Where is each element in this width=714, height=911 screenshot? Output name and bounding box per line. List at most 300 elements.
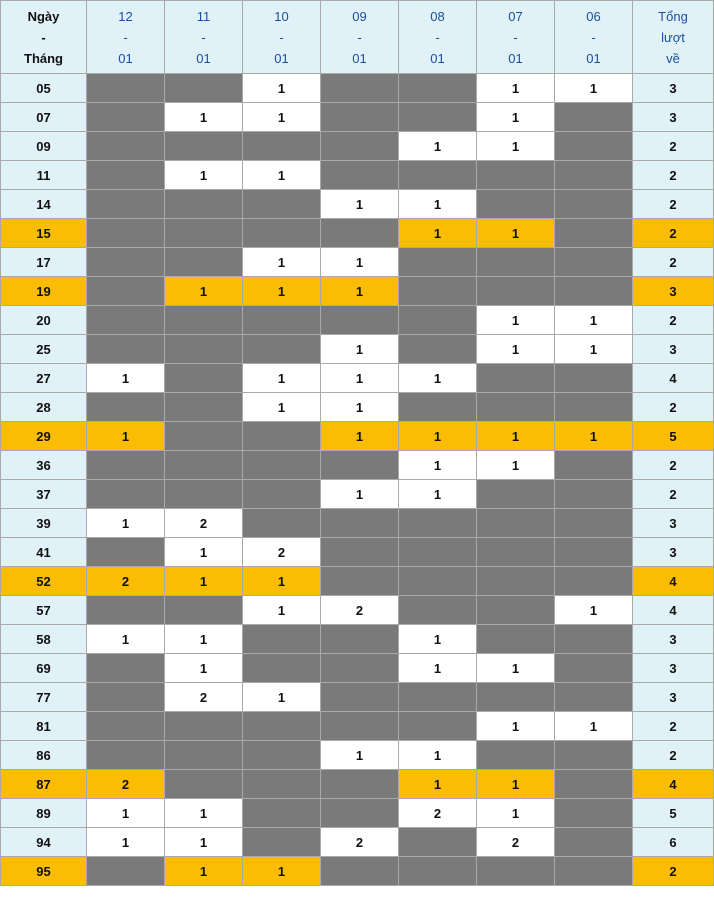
row-number: 29 [1,422,87,451]
count-cell: 1 [165,277,243,306]
empty-cell [555,393,633,422]
table-row [1,364,714,393]
empty-cell [87,683,165,712]
empty-cell [165,480,243,509]
count-cell: 1 [87,422,165,451]
header-day-label: Ngày [27,8,60,24]
date-day: 08 [430,8,445,24]
count-cell: 1 [555,596,633,625]
table-row [1,277,714,306]
count-cell: 1 [477,799,555,828]
table-row [1,712,714,741]
empty-cell [321,538,399,567]
empty-cell [243,422,321,451]
count-cell: 2 [399,799,477,828]
empty-cell [399,103,477,132]
date-day: 07 [508,8,523,24]
header-date-3 [243,1,321,74]
count-cell: 2 [87,567,165,596]
empty-cell [87,132,165,161]
empty-cell [477,567,555,596]
date-month: 01 [352,50,367,66]
count-cell: 1 [477,74,555,103]
empty-cell [399,596,477,625]
total-label-2: lượt [661,29,685,45]
date-month: 01 [196,50,211,66]
empty-cell [555,538,633,567]
count-cell: 1 [477,451,555,480]
count-cell: 1 [477,132,555,161]
count-cell: 1 [477,712,555,741]
date-month: 01 [508,50,523,66]
count-cell: 1 [321,190,399,219]
row-number: 77 [1,683,87,712]
header-date-4 [321,1,399,74]
count-cell: 1 [399,219,477,248]
empty-cell [477,277,555,306]
empty-cell [243,219,321,248]
empty-cell [321,857,399,886]
table-row [1,422,714,451]
row-number: 17 [1,248,87,277]
empty-cell [477,596,555,625]
row-total: 3 [633,103,714,132]
empty-cell [165,596,243,625]
row-number: 95 [1,857,87,886]
count-cell: 1 [555,712,633,741]
count-cell: 1 [165,161,243,190]
empty-cell [165,190,243,219]
table-row [1,103,714,132]
empty-cell [555,509,633,538]
count-cell: 1 [165,567,243,596]
row-total: 4 [633,596,714,625]
empty-cell [87,219,165,248]
empty-cell [477,161,555,190]
row-total: 3 [633,625,714,654]
date-day: 11 [196,8,211,24]
total-label-3: về [666,50,680,66]
empty-cell [399,306,477,335]
row-total: 5 [633,422,714,451]
count-cell: 1 [243,364,321,393]
count-cell: 1 [399,132,477,161]
empty-cell [555,161,633,190]
count-cell: 2 [165,683,243,712]
row-total: 4 [633,364,714,393]
empty-cell [243,741,321,770]
row-number: 36 [1,451,87,480]
row-number: 94 [1,828,87,857]
count-cell: 1 [321,741,399,770]
empty-cell [165,306,243,335]
count-cell: 1 [243,567,321,596]
row-number: 81 [1,712,87,741]
empty-cell [87,538,165,567]
date-sep: - [201,29,206,45]
empty-cell [477,509,555,538]
count-cell: 1 [321,422,399,451]
count-cell: 1 [87,799,165,828]
empty-cell [87,190,165,219]
empty-cell [321,799,399,828]
empty-cell [555,683,633,712]
row-total: 2 [633,741,714,770]
count-cell: 2 [243,538,321,567]
table-row [1,683,714,712]
empty-cell [87,596,165,625]
empty-cell [477,190,555,219]
empty-cell [87,248,165,277]
empty-cell [321,625,399,654]
empty-cell [321,451,399,480]
table-row [1,451,714,480]
table-row [1,828,714,857]
empty-cell [243,480,321,509]
date-sep: - [357,29,362,45]
date-day: 06 [586,8,601,24]
date-month: 01 [118,50,133,66]
empty-cell [555,277,633,306]
row-total: 5 [633,799,714,828]
count-cell: 2 [321,828,399,857]
empty-cell [399,393,477,422]
table-row [1,654,714,683]
table-row [1,480,714,509]
empty-cell [87,161,165,190]
table-row [1,393,714,422]
row-total: 2 [633,219,714,248]
empty-cell [321,567,399,596]
count-cell: 1 [165,857,243,886]
table-row [1,596,714,625]
date-day: 09 [352,8,367,24]
count-cell: 1 [399,480,477,509]
count-cell: 2 [477,828,555,857]
empty-cell [321,509,399,538]
count-cell: 1 [243,277,321,306]
count-cell: 1 [243,161,321,190]
row-total: 3 [633,74,714,103]
table-row [1,74,714,103]
empty-cell [555,132,633,161]
empty-cell [243,335,321,364]
empty-cell [321,712,399,741]
empty-cell [555,799,633,828]
count-cell: 1 [477,654,555,683]
empty-cell [165,132,243,161]
row-total: 3 [633,335,714,364]
empty-cell [399,74,477,103]
count-cell: 1 [165,538,243,567]
header-total [633,1,714,74]
count-cell: 1 [321,393,399,422]
row-number: 41 [1,538,87,567]
empty-cell [321,161,399,190]
empty-cell [555,248,633,277]
row-number: 52 [1,567,87,596]
empty-cell [555,219,633,248]
count-cell: 1 [321,335,399,364]
empty-cell [321,219,399,248]
count-cell: 1 [399,654,477,683]
count-cell: 1 [165,828,243,857]
row-number: 07 [1,103,87,132]
empty-cell [399,335,477,364]
count-cell: 1 [399,364,477,393]
count-cell: 1 [165,654,243,683]
empty-cell [243,306,321,335]
empty-cell [321,132,399,161]
count-cell: 1 [243,393,321,422]
table-row [1,741,714,770]
empty-cell [87,451,165,480]
empty-cell [243,828,321,857]
count-cell: 1 [243,857,321,886]
empty-cell [477,248,555,277]
table-row [1,799,714,828]
row-number: 27 [1,364,87,393]
row-total: 2 [633,161,714,190]
empty-cell [477,538,555,567]
empty-cell [243,451,321,480]
table-row [1,219,714,248]
header-date-6 [477,1,555,74]
count-cell: 1 [243,74,321,103]
empty-cell [321,770,399,799]
empty-cell [555,857,633,886]
empty-cell [399,857,477,886]
date-sep: - [279,29,284,45]
empty-cell [399,567,477,596]
empty-cell [321,654,399,683]
empty-cell [243,770,321,799]
table-body [1,74,714,886]
empty-cell [165,712,243,741]
count-cell: 1 [555,306,633,335]
empty-cell [555,451,633,480]
count-cell: 1 [399,190,477,219]
count-cell: 1 [165,103,243,132]
empty-cell [87,480,165,509]
empty-cell [477,625,555,654]
count-cell: 1 [555,422,633,451]
empty-cell [165,248,243,277]
table-row [1,248,714,277]
count-cell: 1 [399,422,477,451]
empty-cell [87,103,165,132]
row-number: 09 [1,132,87,161]
empty-cell [321,103,399,132]
date-month: 01 [274,50,289,66]
row-number: 39 [1,509,87,538]
header-row [1,1,714,74]
empty-cell [555,770,633,799]
empty-cell [165,364,243,393]
empty-cell [555,190,633,219]
table-row [1,161,714,190]
row-number: 20 [1,306,87,335]
count-cell: 1 [87,828,165,857]
row-number: 69 [1,654,87,683]
count-cell: 1 [399,625,477,654]
empty-cell [555,654,633,683]
count-cell: 1 [477,335,555,364]
count-cell: 1 [87,625,165,654]
empty-cell [165,393,243,422]
empty-cell [243,190,321,219]
table-row [1,132,714,161]
table-row [1,567,714,596]
empty-cell [399,277,477,306]
empty-cell [477,857,555,886]
empty-cell [399,509,477,538]
empty-cell [165,451,243,480]
empty-cell [243,625,321,654]
row-total: 2 [633,248,714,277]
empty-cell [555,828,633,857]
header-date-7 [555,1,633,74]
date-month: 01 [430,50,445,66]
date-month: 01 [586,50,601,66]
empty-cell [555,567,633,596]
header-date-5 [399,1,477,74]
header-date-1 [87,1,165,74]
table-row [1,770,714,799]
count-cell: 1 [321,277,399,306]
table-row [1,509,714,538]
date-sep: - [591,29,596,45]
row-total: 3 [633,277,714,306]
count-cell: 1 [243,103,321,132]
count-cell: 2 [321,596,399,625]
empty-cell [399,828,477,857]
count-cell: 1 [165,799,243,828]
empty-cell [399,683,477,712]
row-total: 2 [633,451,714,480]
empty-cell [555,625,633,654]
header-date-2 [165,1,243,74]
row-total: 4 [633,770,714,799]
count-cell: 1 [477,306,555,335]
row-total: 3 [633,509,714,538]
row-total: 2 [633,393,714,422]
empty-cell [555,480,633,509]
empty-cell [477,741,555,770]
count-cell: 1 [243,683,321,712]
row-number: 87 [1,770,87,799]
empty-cell [243,509,321,538]
date-day: 10 [274,8,289,24]
empty-cell [165,741,243,770]
header-separator: - [41,29,46,45]
total-label-1: Tổng [658,8,688,24]
empty-cell [243,712,321,741]
row-total: 2 [633,857,714,886]
row-number: 37 [1,480,87,509]
count-cell: 1 [165,625,243,654]
empty-cell [555,364,633,393]
count-cell: 1 [399,741,477,770]
empty-cell [399,538,477,567]
count-cell: 1 [87,364,165,393]
date-sep: - [123,29,128,45]
empty-cell [87,306,165,335]
row-number: 19 [1,277,87,306]
empty-cell [555,741,633,770]
date-sep: - [435,29,440,45]
empty-cell [87,712,165,741]
row-number: 11 [1,161,87,190]
empty-cell [399,248,477,277]
empty-cell [477,480,555,509]
date-day: 12 [118,8,133,24]
empty-cell [87,393,165,422]
table-row [1,190,714,219]
row-number: 28 [1,393,87,422]
table-row [1,625,714,654]
count-cell: 1 [477,770,555,799]
row-number: 25 [1,335,87,364]
row-number: 89 [1,799,87,828]
empty-cell [477,393,555,422]
count-cell: 1 [321,480,399,509]
count-cell: 1 [555,335,633,364]
row-total: 3 [633,654,714,683]
empty-cell [165,335,243,364]
empty-cell [477,364,555,393]
row-total: 6 [633,828,714,857]
count-cell: 1 [399,451,477,480]
empty-cell [243,799,321,828]
empty-cell [477,683,555,712]
row-number: 14 [1,190,87,219]
count-cell: 1 [87,509,165,538]
row-number: 58 [1,625,87,654]
count-cell: 1 [243,248,321,277]
empty-cell [165,422,243,451]
row-number: 57 [1,596,87,625]
empty-cell [321,683,399,712]
count-cell: 1 [321,248,399,277]
empty-cell [87,277,165,306]
count-cell: 1 [477,103,555,132]
count-cell: 1 [477,422,555,451]
empty-cell [165,219,243,248]
empty-cell [165,770,243,799]
row-total: 4 [633,567,714,596]
row-number: 86 [1,741,87,770]
empty-cell [87,857,165,886]
count-cell: 1 [321,364,399,393]
empty-cell [321,74,399,103]
header-month-label: Tháng [24,50,63,66]
row-number: 05 [1,74,87,103]
row-total: 2 [633,306,714,335]
count-cell: 1 [399,770,477,799]
row-total: 2 [633,190,714,219]
empty-cell [321,306,399,335]
empty-cell [243,654,321,683]
empty-cell [87,741,165,770]
row-total: 2 [633,480,714,509]
count-cell: 1 [477,219,555,248]
count-cell: 1 [243,596,321,625]
empty-cell [399,161,477,190]
count-cell: 2 [87,770,165,799]
row-total: 2 [633,712,714,741]
table-row [1,335,714,364]
